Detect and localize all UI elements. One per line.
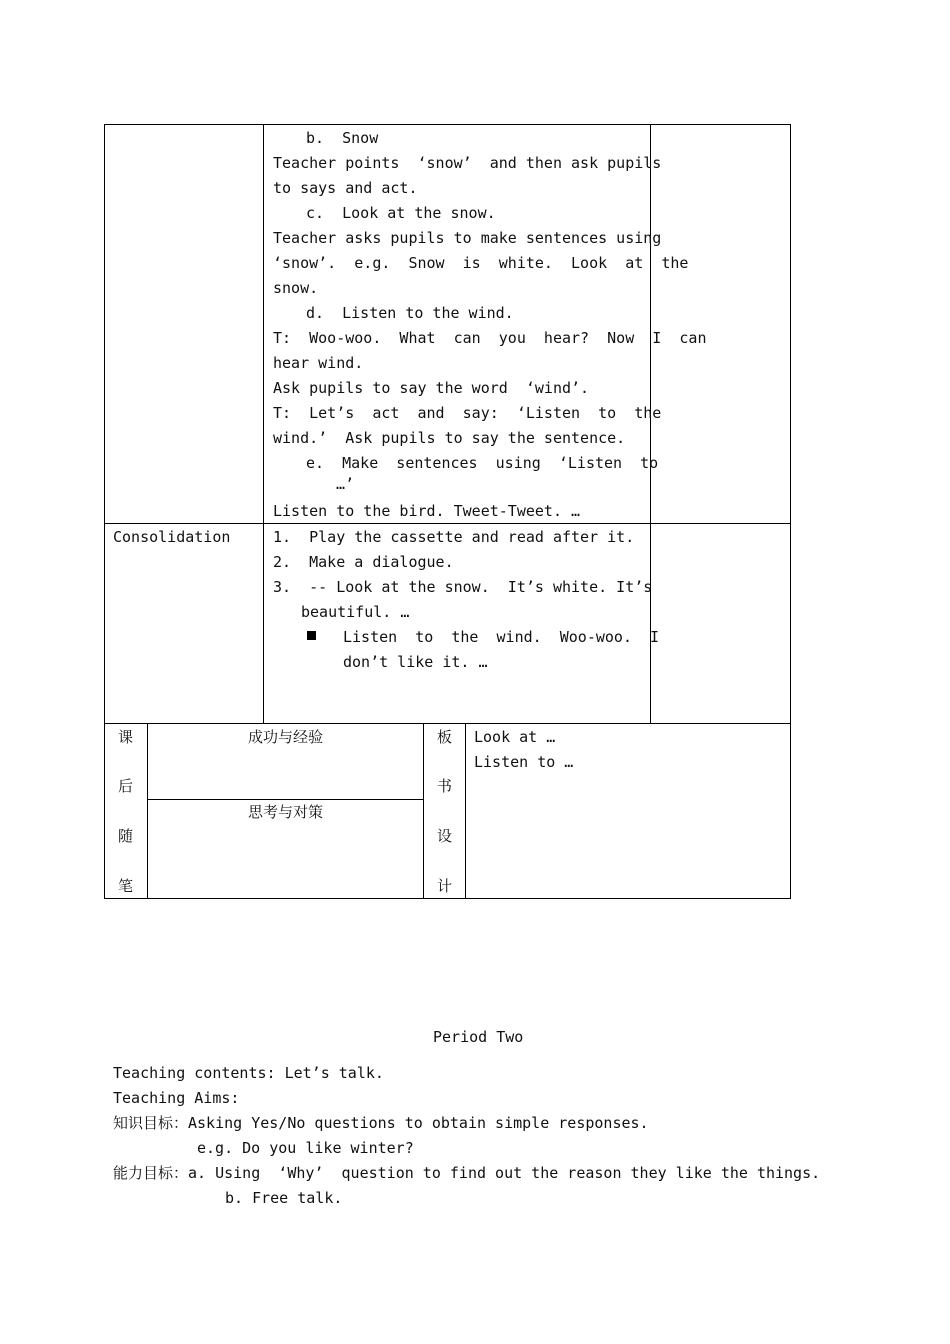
step-c-desc-3: snow.	[273, 279, 319, 297]
board-char-1: 板	[436, 728, 452, 746]
knowledge-aim-example: e.g. Do you like winter?	[197, 1139, 414, 1157]
header-char-4: 笔	[117, 877, 133, 895]
board-line-2: Listen to …	[474, 753, 574, 771]
reflection-label: 思考与对策	[247, 803, 323, 821]
header-char-2: 后	[117, 777, 133, 795]
ability-aim-b: b. Free talk.	[225, 1189, 343, 1207]
ability-aim-a: 能力目标：a. Using ‘Why’ question to find out the reason they like the things.	[113, 1164, 821, 1182]
step-d-desc-2: hear wind.	[273, 354, 364, 372]
board-char-3: 设	[436, 827, 452, 845]
consolidation-item-3: 3. -- Look at the snow. It’s white. It’s	[273, 578, 653, 596]
header-char-3: 随	[117, 827, 133, 845]
step-e: e. Make sentences using ‘Listen to	[306, 454, 659, 472]
header-char-1: 课	[117, 728, 133, 746]
step-b: b. Snow	[306, 129, 379, 147]
consolidation-bullet: Listen to the wind. Woo-woo. I	[343, 628, 660, 646]
step-d-desc-3: Ask pupils to say the word ‘wind’.	[273, 379, 590, 397]
step-c-desc-1: Teacher asks pupils to make sentences using	[273, 229, 662, 247]
board-char-4: 计	[436, 877, 452, 895]
step-e-cont: …’	[336, 475, 355, 493]
knowledge-aim: 知识目标：Asking Yes/No questions to obtain simple responses.	[113, 1114, 649, 1132]
consolidation-bullet-cont: don’t like it. …	[343, 653, 488, 671]
consolidation-item-2: 2. Make a dialogue.	[273, 553, 454, 571]
board-line-1: Look at …	[474, 728, 556, 746]
board-char-2: 书	[436, 777, 452, 795]
step-d: d. Listen to the wind.	[306, 304, 514, 322]
step-b-desc-2: to says and act.	[273, 179, 418, 197]
step-d-desc-4: T: Let’s act and say: ‘Listen to the	[273, 404, 662, 422]
teaching-aims-label: Teaching Aims:	[113, 1089, 240, 1107]
bullet-square-icon	[307, 631, 316, 640]
step-d-desc-5: wind.’ Ask pupils to say the sentence.	[273, 429, 626, 447]
consolidation-item-3-cont: beautiful. …	[301, 603, 410, 621]
consolidation-item-1: 1. Play the cassette and read after it.	[273, 528, 635, 546]
step-c: c. Look at the snow.	[306, 204, 496, 222]
teaching-contents: Teaching contents: Let’s talk.	[113, 1064, 384, 1082]
stage-label-consolidation: Consolidation	[113, 528, 231, 546]
success-experience-label: 成功与经验	[247, 728, 323, 746]
step-b-desc-1: Teacher points ‘snow’ and then ask pupils	[273, 154, 662, 172]
step-d-desc-1: T: Woo-woo. What can you hear? Now I can	[273, 329, 707, 347]
step-c-desc-2: ‘snow’. e.g. Snow is white. Look at the	[273, 254, 689, 272]
period-title: Period Two	[433, 1028, 524, 1046]
step-e-example: Listen to the bird. Tweet-Tweet. …	[273, 502, 581, 520]
